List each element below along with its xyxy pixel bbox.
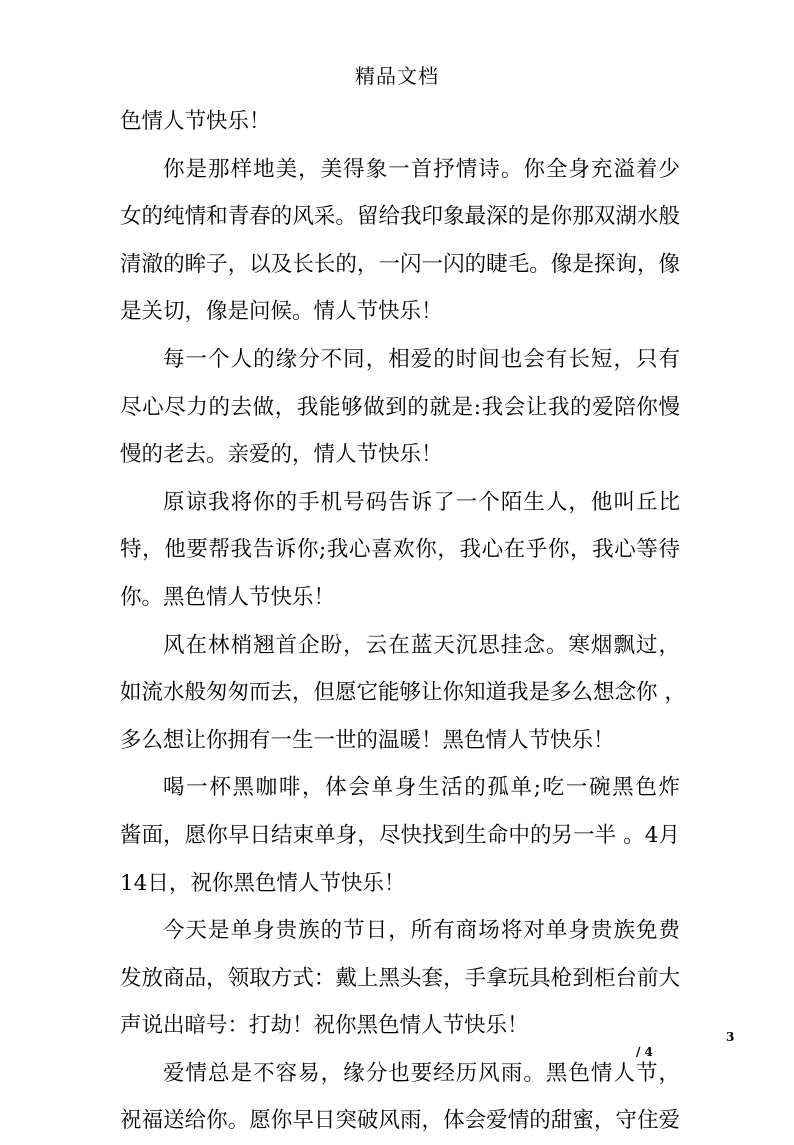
text-line: 慢的老去。亲爱的，情人节快乐！: [120, 442, 443, 468]
text-line: 祝福送给你。愿你早日突破风雨，体会爱情的甜蜜，守住爱: [120, 1108, 680, 1134]
text-line: 是关切，像是问候。情人节快乐！: [120, 299, 443, 325]
text-line: 你。黑色情人节快乐！: [120, 584, 336, 610]
page-header-title: 精品文档: [355, 64, 439, 88]
text-line: 今天是单身贵族的节日，所有商场将对单身贵族免费: [163, 918, 680, 944]
text-line: 喝一杯黑咖啡，体会单身生活的孤单;吃一碗黑色炸: [163, 775, 680, 801]
text-line: 声说出暗号：打劫！祝你黑色情人节快乐！: [120, 1013, 529, 1039]
text-line: 你是那样地美，美得象一首抒情诗。你全身充溢着少: [163, 156, 680, 182]
text-line: 如流水般匆匆而去，但愿它能够让你知道我是多么想念你 ，: [120, 680, 686, 706]
text-line: 清澈的眸子，以及长长的，一闪一闪的睫毛。像是探询，像: [120, 251, 680, 277]
text-line: 风在林梢翘首企盼，云在蓝天沉思挂念。寒烟飘过，: [163, 632, 680, 658]
text-line: 特，他要帮我告诉你;我心喜欢你，我心在乎你，我心等待: [120, 537, 680, 563]
text-line: 原谅我将你的手机号码告诉了一个陌生人，他叫丘比: [163, 489, 680, 515]
text-line: 14日，祝你黑色情人节快乐！: [120, 870, 406, 896]
page-number: 3: [726, 1030, 735, 1044]
text-line: 酱面，愿你早日结束单身，尽快找到生命中的另一半 。4月: [120, 822, 680, 848]
text-line: 色情人节快乐！: [120, 109, 271, 134]
text-line: 每一个人的缘分不同，相爱的时间也会有长短，只有: [163, 346, 680, 372]
text-line: 爱情总是不容易，缘分也要经历风雨。黑色情人节，: [163, 1060, 680, 1086]
text-line: 尽心尽力的去做，我能够做到的就是:我会让我的爱陪你慢: [120, 394, 680, 420]
text-line: 多么想让你拥有一生一世的温暖！黑色情人节快乐！: [120, 727, 615, 753]
page-total: / 4: [636, 1045, 653, 1059]
text-line: 女的纯情和青春的风采。留给我印象最深的是你那双湖水般: [120, 204, 680, 230]
document-body: [120, 98, 686, 1145]
text-line: 发放商品，领取方式：戴上黑头套，手拿玩具枪到柜台前大: [120, 965, 680, 991]
